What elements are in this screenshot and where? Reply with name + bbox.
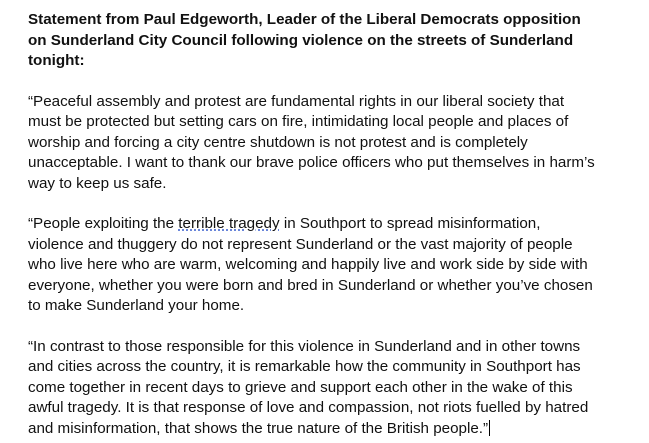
paragraph-3 — [28, 337, 640, 440]
text-cursor — [489, 420, 490, 436]
paragraph-1: “Peaceful assembly and protest are fundamental rights in our liberal society that must be protected but setting cars on fire, intimidating local people and places of worship and forcing a city centre shutdown is not protest and is completely unacceptable. I want to thank our brave police officers who put themselves in harm’s way to keep us safe. — [28, 92, 595, 192]
paragraph-2-before: “People exploiting the — [28, 215, 179, 232]
statement-heading: Statement from Paul Edgeworth, Leader of the Liberal Democrats opposition on Sunderland City Council following violence on the streets of Sunderland tonight: — [28, 11, 581, 69]
paragraph-3-text: “In contrast to those responsible for this violence in Sunderland and in other towns and cities across the country, it is remarkable how the community in Southport has come together in recent days to grieve and support each other in the wake of this awful tragedy. It is that response of love and compassion, not riots fuelled by hatred and misinformation, that shows the true nature of the British people.” — [28, 337, 589, 437]
document-body[interactable] — [28, 10, 640, 439]
paragraph-2 — [28, 214, 640, 317]
paragraph-2-after: in Southport to spread misinformation, violence and thuggery do not represent Sunderland or the vast majority of people who live here who are warm, welcoming and happily live and work side by side with everyone, whether you were born and bred in Sunderland or whether you’ve chosen to make Sunderland your home. — [28, 215, 593, 314]
spellcheck-flagged-text[interactable]: terrible tragedy — [178, 215, 280, 232]
